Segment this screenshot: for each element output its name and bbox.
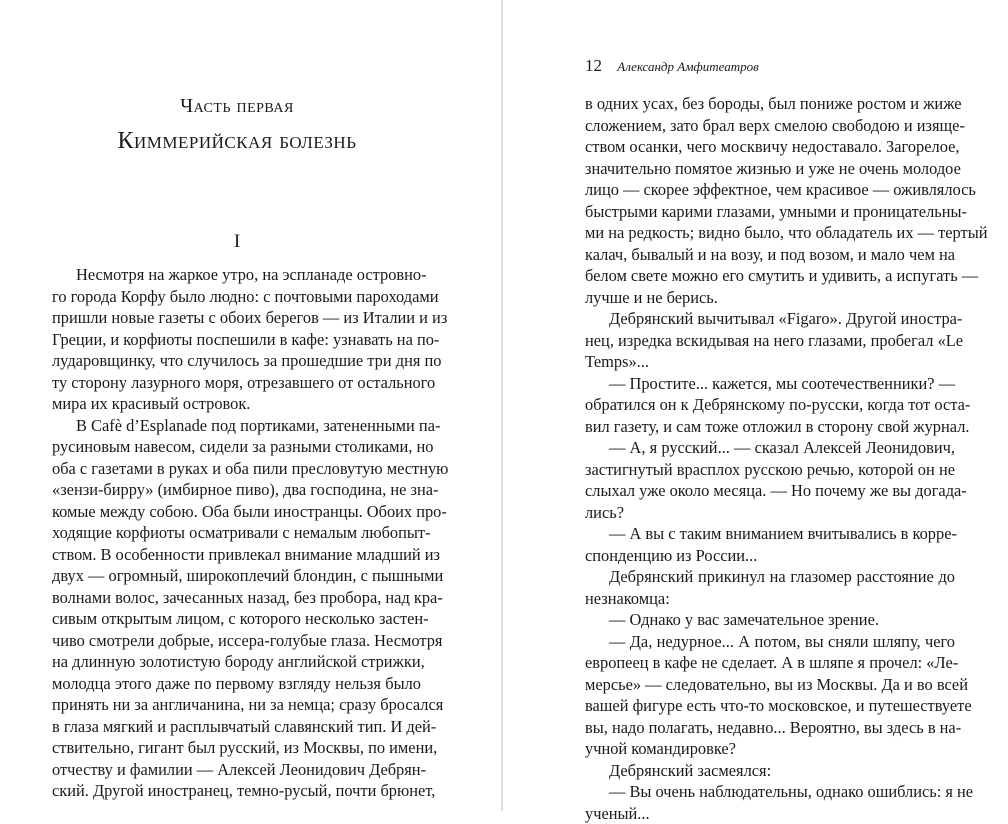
text-line: вил газету, и сам тоже отложил в сторону свой журнал.	[585, 416, 955, 438]
text-line: европеец в кафе не сделает. А в шляпе я прочел: «Ле-	[585, 652, 955, 674]
text-line: ством. В особенности привлекал внимание младший из	[52, 544, 421, 566]
text-line: — Однако у вас замечательное зрение.	[585, 609, 955, 631]
text-line: двух — огромный, широкоплечий блондин, с пышными	[52, 565, 421, 587]
text-line: слыхал уже около месяца. — Но почему же вы догада-	[585, 480, 955, 502]
text-line: ствительно, гигант был русский, из Москвы, по имени,	[52, 737, 421, 759]
right-page-body	[585, 93, 955, 824]
text-line: молодца этого даже по первому взгляду нельзя было	[52, 673, 421, 695]
text-line: лись?	[585, 502, 955, 524]
text-line: лучше и не берись.	[585, 287, 955, 309]
text-line: принять ни за англичанина, ни за немца; сразу бросался	[52, 694, 421, 716]
text-line: — Простите... кажется, мы соотечественники? —	[585, 373, 955, 395]
text-line: В Cafè d’Esplanade под портиками, затененными па-	[52, 415, 421, 437]
text-line: мира их красивый островок.	[52, 393, 421, 415]
text-line: Дебрянский прикинул на глазомер расстояние до	[585, 566, 955, 588]
text-line: быстрыми карими глазами, умными и проницательны-	[585, 201, 955, 223]
text-line: оба с газетами в руках и оба пили пресловутую местную	[52, 458, 421, 480]
text-line: волнами волос, зачесанных назад, без пробора, над кра-	[52, 587, 421, 609]
text-line: Дебрянский засмеялся:	[585, 760, 955, 782]
text-line: значительно помятое жизнью и уже не очень молодое	[585, 158, 955, 180]
text-line: мерсье» — следовательно, вы из Москвы. Да и во всей	[585, 674, 955, 696]
text-line: ученый...	[585, 803, 955, 824]
text-line: русиновым навесом, сидели за разными столиками, но	[52, 436, 421, 458]
text-line: пришли новые газеты с обоих берегов — из Италии и из	[52, 307, 421, 329]
text-line: незнакомца:	[585, 588, 955, 610]
text-line: Несмотря на жаркое утро, на эспланаде островно-	[52, 264, 421, 286]
text-line: отчеству и фамилии — Алексей Леонидович Дебрян-	[52, 759, 421, 781]
text-line: нец, изредка вскидывая на него глазами, пробегал «Le	[585, 330, 955, 352]
text-line: Дебрянский вычитывал «Figaro». Другой иностра-	[585, 308, 955, 330]
text-line: спонденцию из России...	[585, 545, 955, 567]
text-line: сивым открытым лицом, с которого несколько застен-	[52, 608, 421, 630]
text-line: ми на редкость; видно было, что обладатель их — тертый	[585, 222, 955, 244]
text-line: обратился он к Дебрянскому по-русски, когда тот оста-	[585, 394, 955, 416]
text-line: вы, надо полагать, недавно... Вероятно, вы здесь в на-	[585, 717, 955, 739]
page-number: 12	[585, 56, 602, 75]
text-line: ством осанки, чего москвичу недоставало. Загорелое,	[585, 136, 955, 158]
text-line: на длинную золотистую бороду английской стрижки,	[52, 651, 421, 673]
text-line: чиво смотрели добрые, иссера-голубые глаза. Несмотря	[52, 630, 421, 652]
text-line: вашей фигуре есть что-то московское, и путешествуете	[585, 695, 955, 717]
left-page	[0, 0, 502, 811]
text-line: ский. Другой иностранец, темно-русый, почти брюнет,	[52, 780, 421, 802]
text-line: в глаза мягкий и расплывчатый славянский тип. И дей-	[52, 716, 421, 738]
text-line: учной командировке?	[585, 738, 955, 760]
running-head	[585, 56, 759, 76]
text-line: Temps»...	[585, 351, 955, 373]
part-title: Киммерийская болезнь	[0, 128, 474, 155]
text-line: комые между собою. Оба были иностранцы. Обоих про-	[52, 501, 421, 523]
text-line: ходящие корфиоты осматривали с немалым любопыт-	[52, 522, 421, 544]
text-line: «зензи-бирру» (имбирное пиво), два господина, не зна-	[52, 479, 421, 501]
text-line: Греции, и корфиоты поспешили в кафе: узнавать на по-	[52, 329, 421, 351]
part-label: Часть первая	[0, 95, 474, 118]
text-line: лударовщинку, что случилось за прошедшие три дня по	[52, 350, 421, 372]
text-line: — А, я русский... — сказал Алексей Леонидович,	[585, 437, 955, 459]
text-line: лицо — скорее эффектное, чем красивое — оживлялось	[585, 179, 955, 201]
text-line: — Вы очень наблюдательны, однако ошиблись: я не	[585, 781, 955, 803]
running-head-author: Александр Амфитеатров	[617, 59, 758, 74]
text-line: го города Корфу было людно: с почтовыми пароходами	[52, 286, 421, 308]
text-line: ту сторону лазурного моря, отрезавшего от остального	[52, 372, 421, 394]
text-line: в одних усах, без бороды, был пониже ростом и жиже	[585, 93, 955, 115]
text-line: — Да, недурное... А потом, вы сняли шляпу, чего	[585, 631, 955, 653]
text-line: застигнутый врасплох русскою речью, которой он не	[585, 459, 955, 481]
text-line: белом свете можно его смутить и удивить, а испугать —	[585, 265, 955, 287]
left-page-body	[52, 264, 421, 802]
text-line: сложением, зато брал верх смелою свободою и изяще-	[585, 115, 955, 137]
text-line: — А вы с таким вниманием вчитывались в корре-	[585, 523, 955, 545]
right-page	[503, 0, 1008, 811]
text-line: калач, бывалый и на возу, и под возом, и мало чем на	[585, 244, 955, 266]
chapter-number: I	[0, 231, 474, 253]
